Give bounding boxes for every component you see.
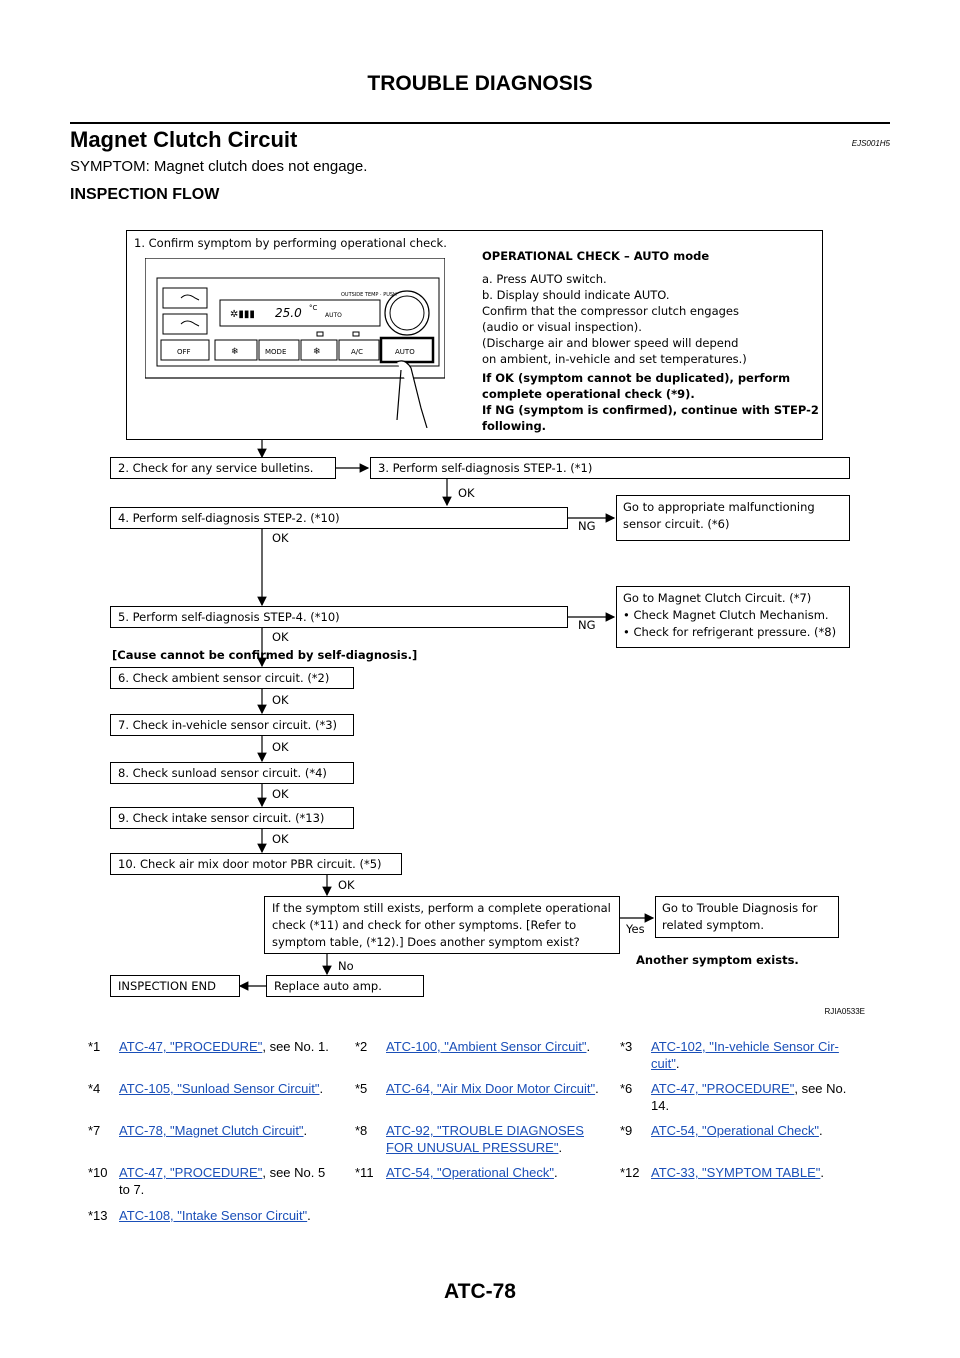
- finger-press-icon: [397, 361, 427, 428]
- step-1-label: 1. Confirm symptom by performing operational check.: [134, 236, 447, 250]
- panel-temp-unit: °C: [309, 304, 318, 312]
- ref-item-8: *8 ATC-92, "TROUBLE DIAGNOSES FOR UNUSUAL PRESSURE".: [355, 1123, 584, 1155]
- ref-link-5[interactable]: ATC-64, "Air Mix Door Motor Circuit": [386, 1081, 596, 1096]
- ref-item-10: *10 ATC-47, "PROCEDURE", see No. 5 to 7.: [88, 1165, 326, 1197]
- section-code: EJS001H5: [851, 139, 890, 148]
- auto-button-label: AUTO: [395, 348, 415, 356]
- defrost-button-label: ❄: [313, 347, 321, 357]
- ok-label-10: OK: [338, 878, 355, 892]
- step-3-box: 3. Perform self-diagnosis STEP-1. (*1): [370, 457, 850, 479]
- step-10-box: 10. Check air mix door motor PBR circuit. (*5): [110, 853, 402, 875]
- ok-label-4: OK: [272, 531, 289, 545]
- ref-link-6[interactable]: ATC-47, "PROCEDURE": [651, 1081, 795, 1096]
- ref-item-6: *6 ATC-47, "PROCEDURE", see No. 14.: [620, 1081, 847, 1113]
- ref-item-7: *7 ATC-78, "Magnet Clutch Circuit".: [88, 1123, 308, 1138]
- ref-link-11[interactable]: ATC-54, "Operational Check": [386, 1165, 554, 1180]
- ref-item-2: *2 ATC-100, "Ambient Sensor Circuit".: [355, 1039, 591, 1054]
- ref-link-8[interactable]: ATC-92, "TROUBLE DIAGNOSES: [386, 1123, 584, 1138]
- ref-link-3b[interactable]: cuit": [651, 1056, 676, 1071]
- ac-button-label: A/C: [351, 348, 364, 356]
- mode-button-label: MODE: [265, 348, 287, 356]
- symptom-text: SYMPTOM: Magnet clutch does not engage.: [70, 158, 368, 175]
- ref-link-12[interactable]: ATC-33, "SYMPTOM TABLE": [651, 1165, 821, 1180]
- ref-item-3: *3 ATC-102, "In-vehicle Sensor Cir- cuit".: [620, 1039, 839, 1071]
- operational-check-note: If OK (symptom cannot be duplicated), perform complete operational check (*9). If NG (symptom is confirmed), continue with STEP-2 following.: [482, 371, 819, 433]
- inspection-end-box: INSPECTION END: [110, 975, 240, 997]
- ok-label-9: OK: [272, 832, 289, 846]
- replace-amp-box: Replace auto amp.: [266, 975, 424, 997]
- image-code: RJIA0533E: [824, 1007, 865, 1016]
- step-4-ng-box: Go to appropriate malfunctioning sensor circuit. (*6): [616, 495, 850, 541]
- ref-link-10[interactable]: ATC-47, "PROCEDURE": [119, 1165, 263, 1180]
- step-9-box: 9. Check intake sensor circuit. (*13): [110, 807, 354, 829]
- ref-link-1[interactable]: ATC-47, "PROCEDURE": [119, 1039, 263, 1054]
- fan-icon: ✲▮▮▮: [230, 309, 255, 320]
- ref-link-8b[interactable]: FOR UNUSUAL PRESSURE": [386, 1140, 559, 1155]
- step-4-box: 4. Perform self-diagnosis STEP-2. (*10): [110, 507, 568, 529]
- ok-label-6: OK: [272, 693, 289, 707]
- ref-item-1: *1 ATC-47, "PROCEDURE", see No. 1.: [88, 1039, 329, 1054]
- step-2-box: 2. Check for any service bulletins.: [110, 457, 336, 479]
- fan-button-label: ❄: [231, 347, 239, 357]
- operational-check-text: a. Press AUTO switch. b. Display should indicate AUTO. Confirm that the compressor clutch engages (audio or visual inspection). (Discharge air and blower speed will depend on ambient, in-vehicle and set temperatures.): [482, 272, 747, 366]
- ok-label-3: OK: [458, 486, 475, 500]
- ref-item-5: *5 ATC-64, "Air Mix Door Motor Circuit".: [355, 1081, 599, 1096]
- step-5-ng-box: Go to Magnet Clutch Circuit. (*7) • Check Magnet Clutch Mechanism. • Check for refrigerant pressure. (*8): [616, 586, 850, 648]
- ref-item-13: *13 ATC-108, "Intake Sensor Circuit".: [88, 1208, 311, 1223]
- ref-link-7[interactable]: ATC-78, "Magnet Clutch Circuit": [119, 1123, 304, 1138]
- page-number: ATC-78: [444, 1280, 516, 1303]
- ref-link-3[interactable]: ATC-102, "In-vehicle Sensor Cir-: [651, 1039, 839, 1054]
- ok-label-8: OK: [272, 787, 289, 801]
- step-6-box: 6. Check ambient sensor circuit. (*2): [110, 667, 354, 689]
- panel-temp: 25.0: [275, 306, 302, 320]
- another-symptom-label: Another symptom exists.: [636, 953, 799, 967]
- off-button-label: OFF: [177, 348, 191, 356]
- control-panel-illustration: [145, 258, 445, 428]
- ref-item-11: *11 ATC-54, "Operational Check".: [355, 1165, 558, 1180]
- step-7-box: 7. Check in-vehicle sensor circuit. (*3): [110, 714, 354, 736]
- ref-link-13[interactable]: ATC-108, "Intake Sensor Circuit": [119, 1208, 308, 1223]
- ng-label-4: NG: [578, 519, 596, 533]
- panel-outside-temp: OUTSIDE TEMP · PUSH: [341, 292, 397, 298]
- step-8-box: 8. Check sunload sensor circuit. (*4): [110, 762, 354, 784]
- ref-link-4[interactable]: ATC-105, "Sunload Sensor Circuit": [119, 1081, 320, 1096]
- page-header-title: TROUBLE DIAGNOSIS: [367, 72, 593, 95]
- ref-item-9: *9 ATC-54, "Operational Check".: [620, 1123, 823, 1138]
- step-5-box: 5. Perform self-diagnosis STEP-4. (*10): [110, 606, 568, 628]
- panel-auto-indicator: AUTO: [325, 312, 342, 319]
- yes-label: Yes: [626, 922, 645, 936]
- operational-check-title: OPERATIONAL CHECK – AUTO mode: [482, 249, 710, 263]
- no-label: No: [338, 959, 354, 973]
- cause-label: [Cause cannot be confirmed by self-diagnosis.]: [112, 648, 418, 662]
- ref-item-12: *12 ATC-33, "SYMPTOM TABLE".: [620, 1165, 824, 1180]
- step-11-box: If the symptom still exists, perform a complete operational check (*11) and check for other symptoms. [Refer to symptom table, (*12).] Does another symptom exist?: [264, 896, 620, 954]
- ref-link-2[interactable]: ATC-100, "Ambient Sensor Circuit": [386, 1039, 587, 1054]
- inspection-flow-heading: INSPECTION FLOW: [70, 186, 220, 203]
- ok-label-7: OK: [272, 740, 289, 754]
- ok-label-5: OK: [272, 630, 289, 644]
- ng-label-5: NG: [578, 618, 596, 632]
- ref-link-9[interactable]: ATC-54, "Operational Check": [651, 1123, 819, 1138]
- step-11-yes-box: Go to Trouble Diagnosis for related symptom.: [655, 896, 839, 938]
- ref-item-4: *4 ATC-105, "Sunload Sensor Circuit".: [88, 1081, 324, 1096]
- section-title: Magnet Clutch Circuit: [70, 127, 298, 152]
